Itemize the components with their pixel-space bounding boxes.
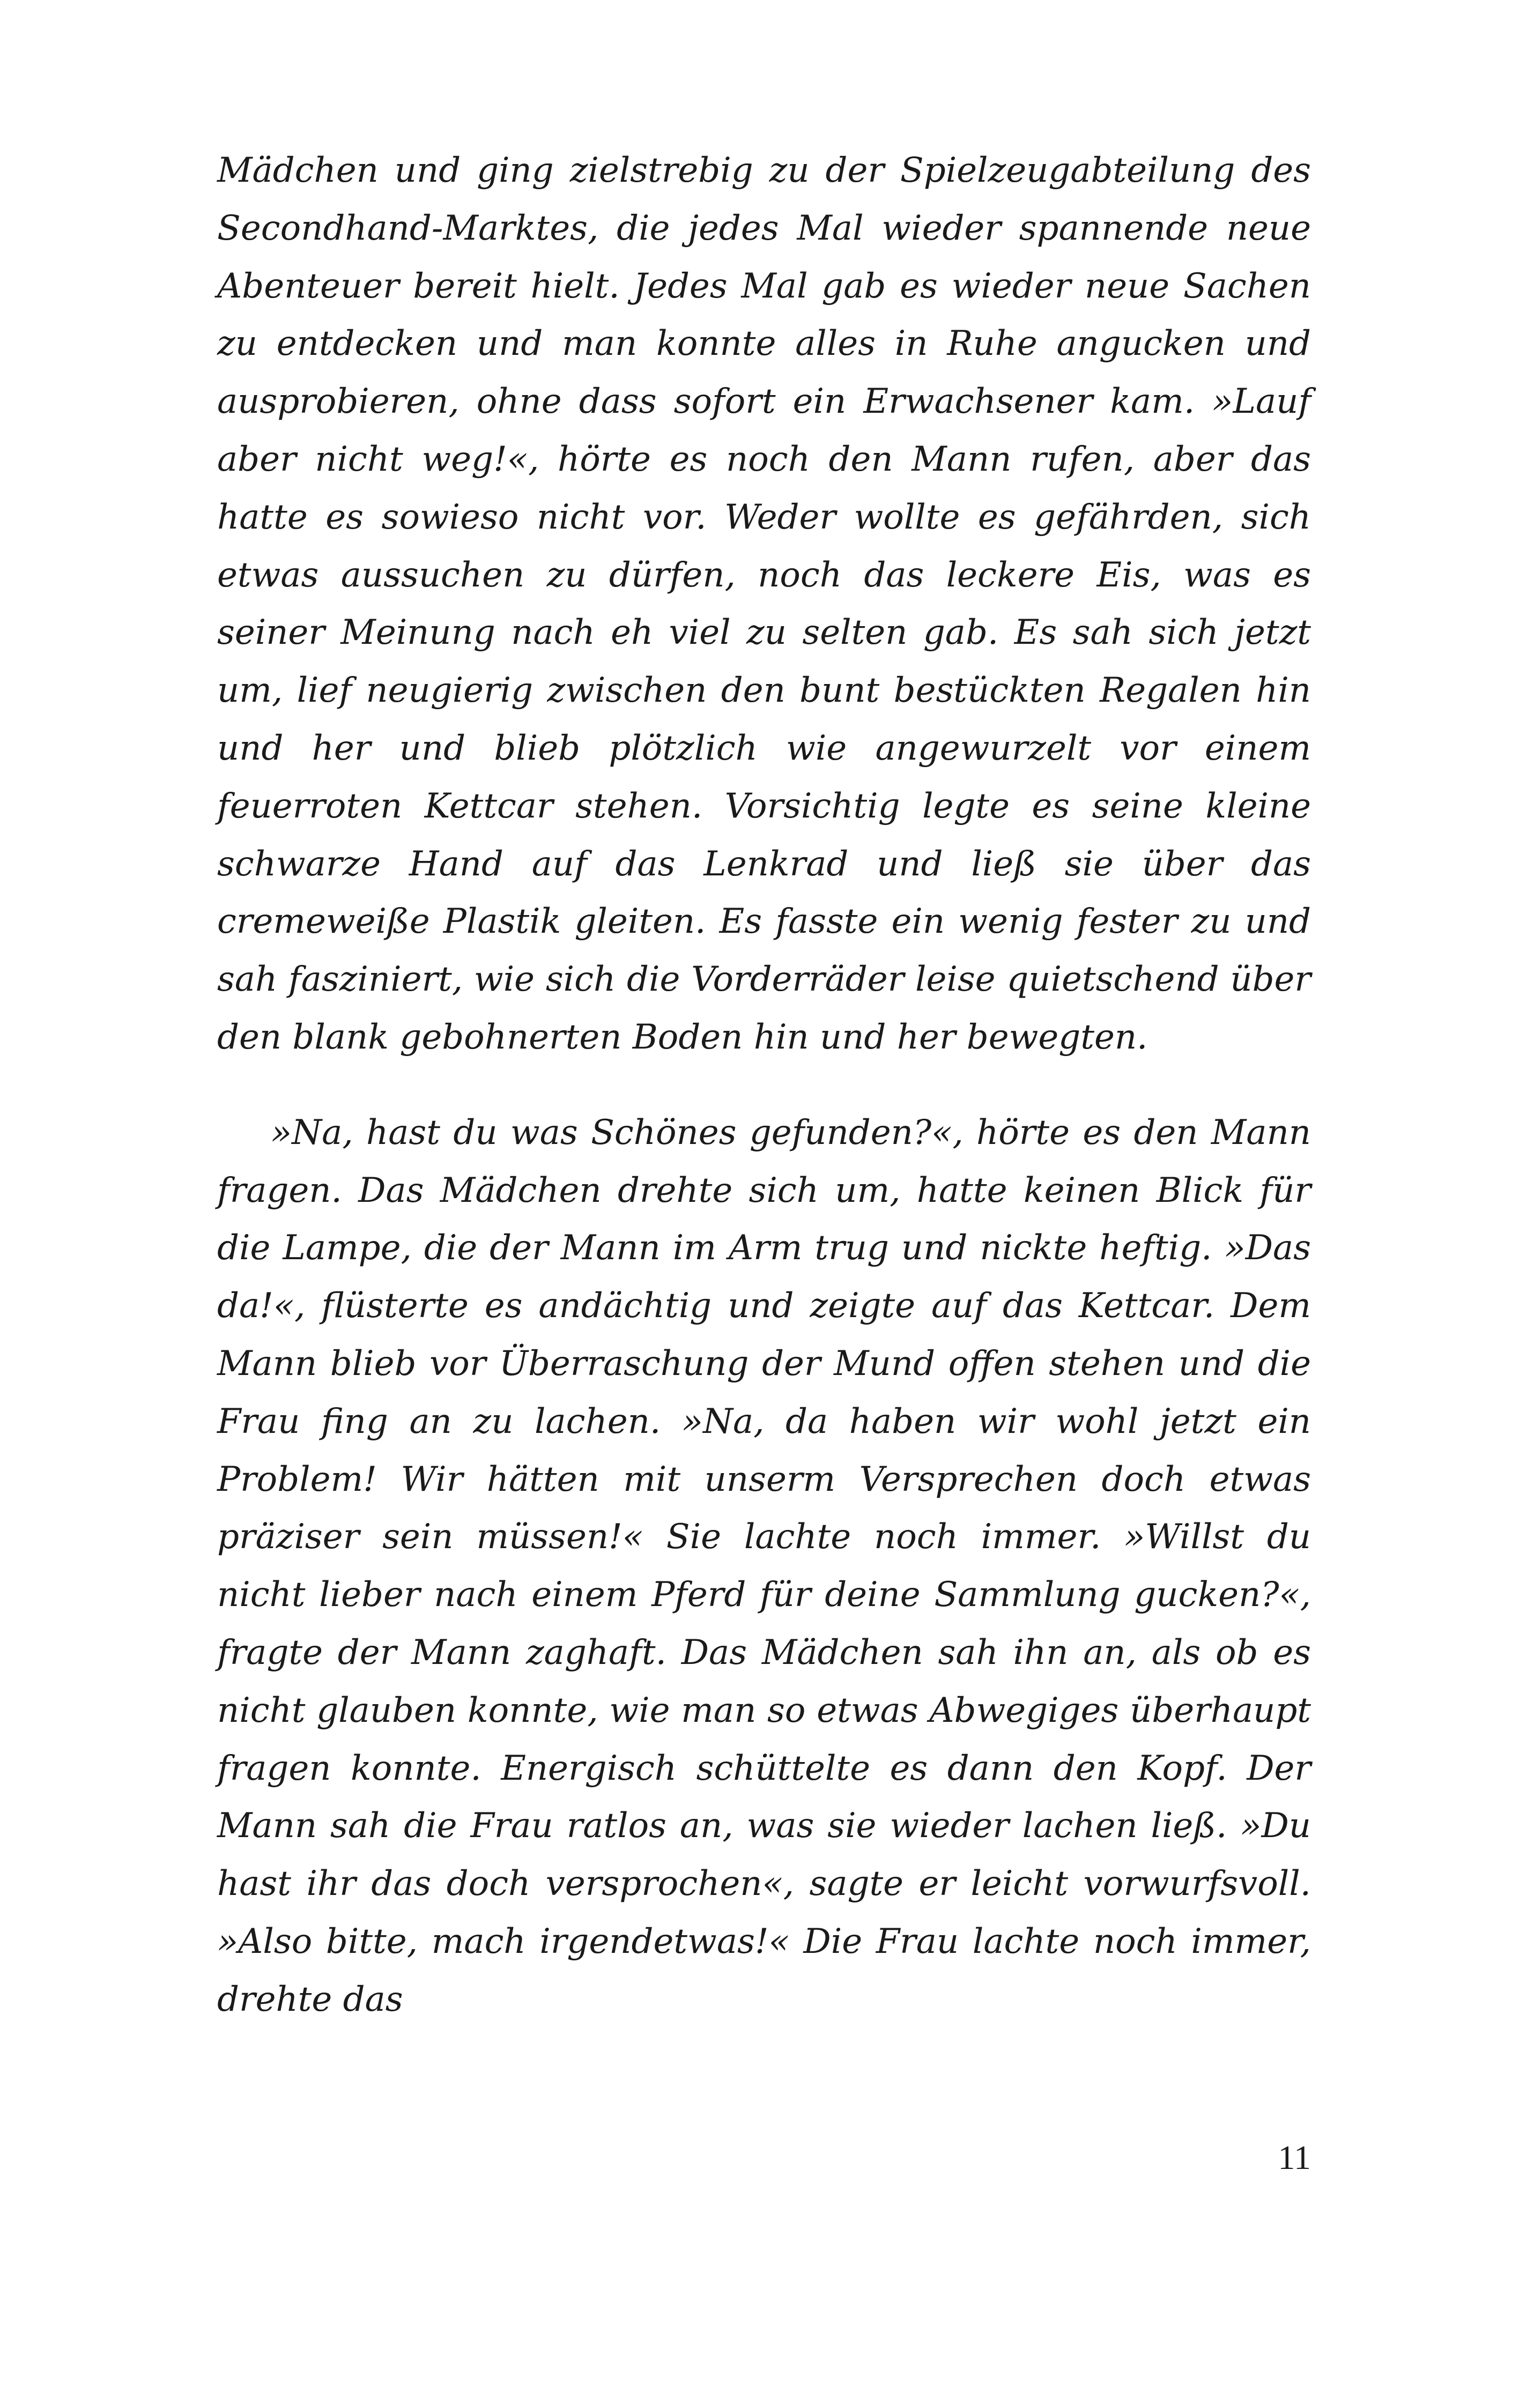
body-text (217, 142, 1311, 2029)
paragraph-spacer (217, 1067, 1311, 1104)
paragraph: Mädchen und ging zielstrebig zu der Spielzeugabteilung des Secondhand-Marktes, die jedes Mal wieder spannende neue Abenteuer bereit hielt. Jedes Mal gab es wieder neue Sachen zu entdecken und man konnte alles in Ruhe angucken und ausprobieren, ohne dass sofort ein Erwachsener kam. »Lauf aber nicht weg!«, hörte es noch den Mann rufen, aber das hatte es sowieso nicht vor. Weder wollte es gefährden, sich etwas aussuchen zu dürfen, noch das leckere Eis, was es seiner Meinung nach eh viel zu selten gab. Es sah sich jetzt um, lief neugierig zwischen den bunt bestückten Regalen hin und her und blieb plötzlich wie angewurzelt vor einem feuerroten Kettcar stehen. Vorsichtig legte es seine kleine schwarze Hand auf das Lenkrad und ließ sie über das cremeweiße Plastik gleiten. Es fasste ein wenig fester zu und sah fasziniert, wie sich die Vorderräder leise quietschend über den blank gebohnerten Boden hin und her bewegten. (217, 151, 1311, 1057)
paragraph: »Na, hast du was Schönes gefunden?«, hörte es den Mann fragen. Das Mädchen drehte sich um, hatte keinen Blick für die Lampe, die der Mann im Arm trug und nickte heftig. »Das da!«, flüsterte es andächtig und zeigte auf das Kettcar. Dem Mann blieb vor Überraschung der Mund offen stehen und die Frau fing an zu lachen. »Na, da haben wir wohl jetzt ein Problem! Wir hätten mit unserm Versprechen doch etwas präziser sein müssen!« Sie lachte noch immer. »Willst du nicht lieber nach einem Pferd für deine Sammlung gucken?«, fragte der Mann zaghaft. Das Mädchen sah ihn an, als ob es nicht glauben konnte, wie man so etwas Abwegiges überhaupt fragen konnte. Energisch schüttelte es dann den Kopf. Der Mann sah die Frau ratlos an, was sie wieder lachen ließ. »Du hast ihr das doch versprochen«, sagte er leicht vorwurfsvoll. »Also bitte, mach irgendetwas!« Die Frau lachte noch immer, drehte das (217, 1112, 1311, 2019)
page-number: 11 (1278, 2138, 1311, 2176)
